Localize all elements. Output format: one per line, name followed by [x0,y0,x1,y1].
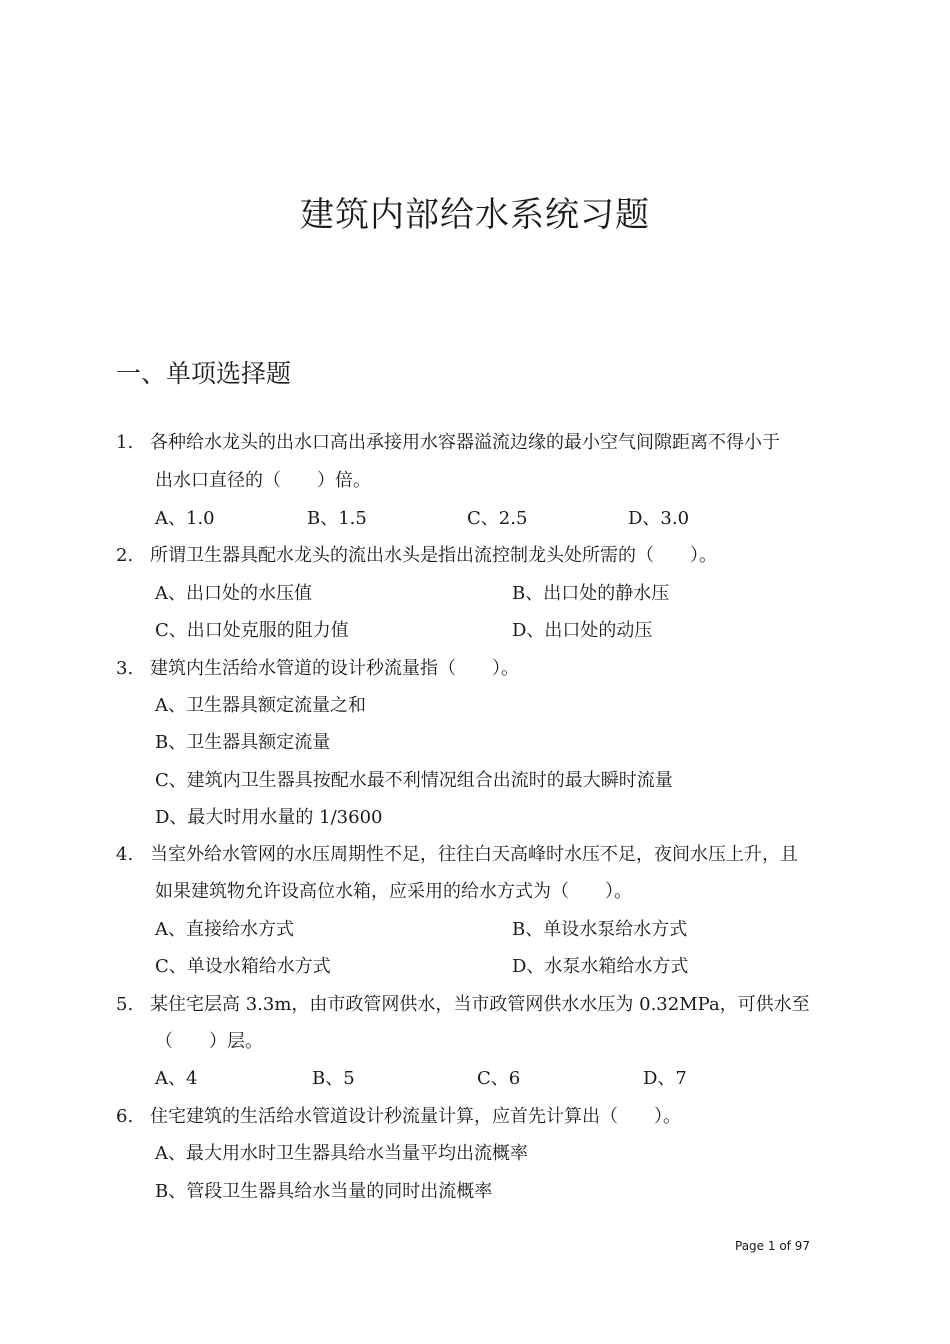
question-text: 所谓卫生器具配水龙头的流出水头是指出流控制龙头处所需的（ ）。 [150,545,717,566]
question-text: 当室外给水管网的水压周期性不足，往往白天高峰时水压不足，夜间水压上升，且 [150,844,798,865]
question-number: 6. [116,1106,134,1127]
option-a: A、出口处的水压值 [155,583,312,604]
option-d: D、水泵水箱给水方式 [512,956,689,977]
option-c: C、建筑内卫生器具按配水最不利情况组合出流时的最大瞬时流量 [155,770,673,791]
document-title: 建筑内部给水系统习题 [300,195,650,235]
option-b: B、1.5 [307,508,367,529]
question-text: 各种给水龙头的出水口高出承接用水容器溢流边缘的最小空气间隙距离不得小于 [150,432,780,453]
option-d: D、3.0 [628,508,690,529]
question-text: （ ）层。 [155,1031,263,1052]
option-b: B、管段卫生器具给水当量的同时出流概率 [155,1181,493,1202]
option-b: B、卫生器具额定流量 [155,732,331,753]
page-number: Page 1 of 97 [735,1239,810,1253]
option-a: A、卫生器具额定流量之和 [155,695,366,716]
section-heading: 一、单项选择题 [116,359,292,388]
option-c: C、出口处克服的阻力值 [155,620,349,641]
question-number: 3. [116,658,134,679]
question-text: 某住宅层高 3.3m，由市政管网供水，当市政管网供水水压为 0.32MPa，可供水至 [150,994,810,1015]
option-d: D、最大时用水量的 1/3600 [155,807,383,828]
option-d: D、7 [643,1068,687,1089]
question-text: 建筑内生活给水管道的设计秒流量指（ ）。 [150,658,519,679]
question-number: 5. [116,994,134,1015]
option-a: A、4 [155,1068,198,1089]
option-c: C、2.5 [467,508,528,529]
question-number: 1. [116,432,134,453]
question-text: 如果建筑物允许设高位水箱，应采用的给水方式为（ ）。 [155,881,632,902]
option-a: A、直接给水方式 [155,919,294,940]
option-c: C、6 [477,1068,521,1089]
question-text: 出水口直径的（ ）倍。 [155,470,371,491]
option-b: B、单设水泵给水方式 [512,919,688,940]
option-a: A、最大用水时卫生器具给水当量平均出流概率 [155,1143,528,1164]
option-d: D、出口处的动压 [512,620,653,641]
question-number: 4. [116,844,134,865]
question-text: 住宅建筑的生活给水管道设计秒流量计算，应首先计算出（ ）。 [150,1106,681,1127]
option-b: B、5 [312,1068,355,1089]
option-b: B、出口处的静水压 [512,583,670,604]
option-a: A、1.0 [155,508,215,529]
option-c: C、单设水箱给水方式 [155,956,331,977]
question-number: 2. [116,545,134,566]
